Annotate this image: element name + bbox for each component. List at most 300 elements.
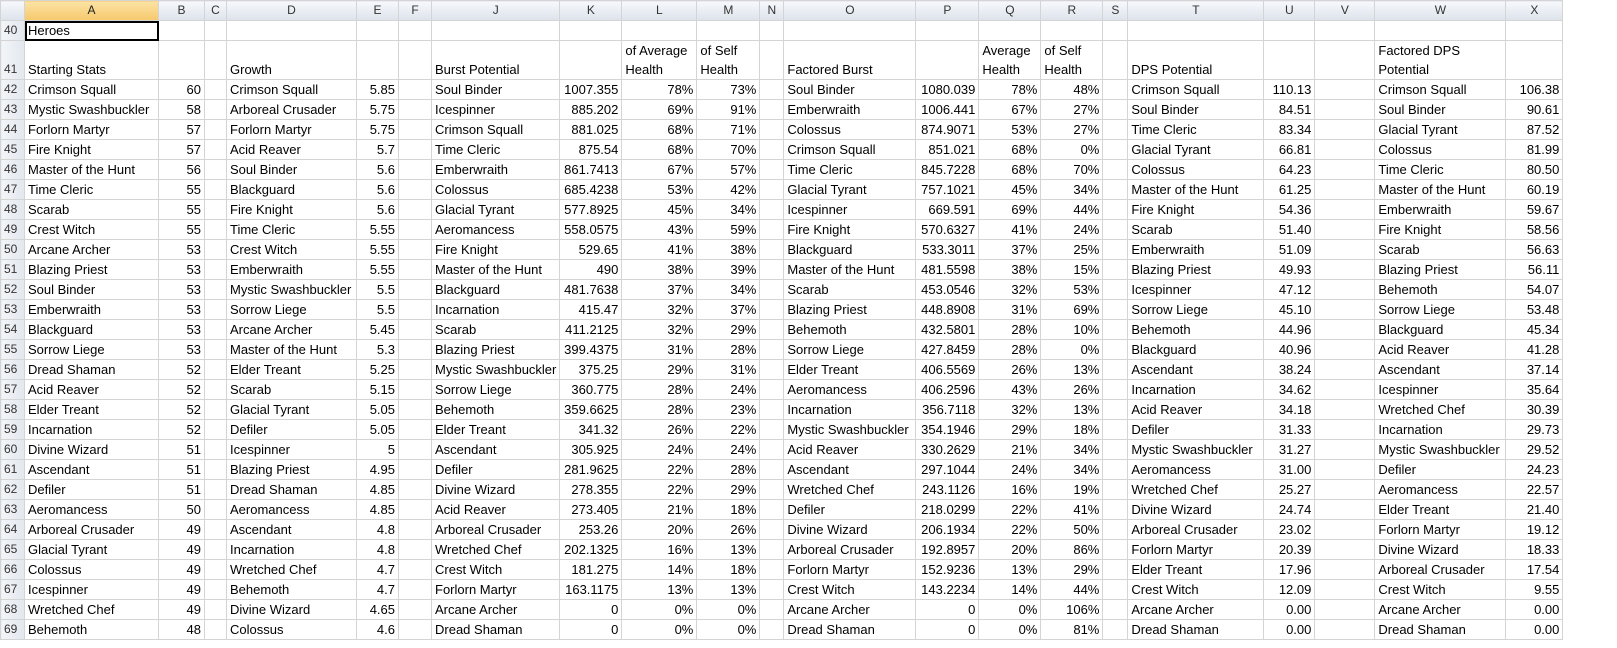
cell-a[interactable]: Arcane Archer [25,240,159,260]
cell-a[interactable]: Acid Reaver [25,380,159,400]
cell-o[interactable]: Master of the Hunt [784,260,916,280]
cell-r[interactable]: 29% [1041,560,1103,580]
cell-t[interactable]: Defiler [1128,420,1264,440]
cell-k[interactable] [560,21,622,41]
cell-p[interactable] [916,41,979,80]
cell-p[interactable]: 206.1934 [916,520,979,540]
cell-k[interactable]: 685.4238 [560,180,622,200]
cell-w[interactable]: Crest Witch [1375,580,1506,600]
cell-u[interactable] [1264,41,1315,80]
cell-l[interactable]: 67% [622,160,697,180]
cell-v[interactable] [1315,280,1375,300]
cell-l[interactable]: 14% [622,560,697,580]
cell-v[interactable] [1315,520,1375,540]
cell-j[interactable]: Time Cleric [432,140,560,160]
cell-m[interactable]: 71% [697,120,760,140]
cell-u[interactable]: 51.09 [1264,240,1315,260]
cell-q[interactable]: 0% [979,620,1041,640]
cell-f[interactable] [399,41,432,80]
cell-r[interactable]: 19% [1041,480,1103,500]
cell-k[interactable]: 881.025 [560,120,622,140]
cell-b[interactable]: 49 [159,600,205,620]
cell-x[interactable]: 24.23 [1506,460,1563,480]
cell-j[interactable]: Arcane Archer [432,600,560,620]
row-header[interactable]: 69 [1,620,25,640]
cell-n[interactable] [760,41,784,80]
cell-o[interactable]: Time Cleric [784,160,916,180]
cell-f[interactable] [399,420,432,440]
cell-t[interactable]: Dread Shaman [1128,620,1264,640]
cell-a[interactable]: Fire Knight [25,140,159,160]
cell-p[interactable]: 356.7118 [916,400,979,420]
column-header-b[interactable]: B [159,1,205,21]
cell-d[interactable]: Divine Wizard [227,600,357,620]
cell-e[interactable]: 5.75 [357,100,399,120]
cell-a[interactable]: Blackguard [25,320,159,340]
cell-j[interactable]: Crest Witch [432,560,560,580]
cell-u[interactable]: 40.96 [1264,340,1315,360]
cell-m[interactable]: 28% [697,340,760,360]
cell-p[interactable]: 427.8459 [916,340,979,360]
cell-b[interactable]: 55 [159,220,205,240]
cell-n[interactable] [760,21,784,41]
cell-e[interactable]: 4.7 [357,580,399,600]
cell-u[interactable]: 66.81 [1264,140,1315,160]
cell-w[interactable]: Emberwraith [1375,200,1506,220]
cell-k[interactable]: 281.9625 [560,460,622,480]
cell-b[interactable]: 49 [159,540,205,560]
cell-b[interactable]: 55 [159,180,205,200]
cell-k[interactable]: 481.7638 [560,280,622,300]
cell-w[interactable]: Incarnation [1375,420,1506,440]
cell-b[interactable]: 52 [159,380,205,400]
cell-p[interactable]: 669.591 [916,200,979,220]
cell-v[interactable] [1315,480,1375,500]
cell-q[interactable]: 37% [979,240,1041,260]
cell-c[interactable] [205,140,227,160]
cell-l[interactable]: 21% [622,500,697,520]
cell-q[interactable]: 53% [979,120,1041,140]
cell-a[interactable]: Crimson Squall [25,80,159,100]
cell-j[interactable]: Scarab [432,320,560,340]
cell-b[interactable]: 58 [159,100,205,120]
cell-e[interactable]: 5.55 [357,220,399,240]
cell-c[interactable] [205,420,227,440]
cell-b[interactable]: 53 [159,320,205,340]
cell-u[interactable]: 20.39 [1264,540,1315,560]
column-header-f[interactable]: F [399,1,432,21]
column-header-w[interactable]: W [1375,1,1506,21]
cell-q[interactable]: 20% [979,540,1041,560]
row-header[interactable]: 59 [1,420,25,440]
cell-s[interactable] [1103,560,1128,580]
cell-s[interactable] [1103,41,1128,80]
cell-s[interactable] [1103,460,1128,480]
row-header[interactable]: 63 [1,500,25,520]
cell-r[interactable]: 69% [1041,300,1103,320]
cell-b[interactable]: 50 [159,500,205,520]
cell-u[interactable]: 17.96 [1264,560,1315,580]
cell-j[interactable]: Wretched Chef [432,540,560,560]
cell-r[interactable]: 81% [1041,620,1103,640]
cell-t[interactable]: Incarnation [1128,380,1264,400]
cell-s[interactable] [1103,280,1128,300]
cell-e[interactable] [357,41,399,80]
cell-x[interactable]: 0.00 [1506,600,1563,620]
cell-t[interactable]: Crest Witch [1128,580,1264,600]
cell-n[interactable] [760,480,784,500]
cell-c[interactable] [205,580,227,600]
cell-w[interactable]: Scarab [1375,240,1506,260]
cell-c[interactable] [205,400,227,420]
cell-c[interactable] [205,160,227,180]
cell-s[interactable] [1103,540,1128,560]
column-header-d[interactable]: D [227,1,357,21]
row-header[interactable]: 42 [1,80,25,100]
cell-s[interactable] [1103,140,1128,160]
cell-v[interactable] [1315,340,1375,360]
cell-p[interactable]: 481.5598 [916,260,979,280]
cell-b[interactable]: 52 [159,360,205,380]
cell-k[interactable]: 375.25 [560,360,622,380]
cell-c[interactable] [205,620,227,640]
cell-s[interactable] [1103,220,1128,240]
cell-a[interactable]: Starting Stats [25,41,159,80]
cell-x[interactable]: 87.52 [1506,120,1563,140]
cell-x[interactable]: 22.57 [1506,480,1563,500]
cell-j[interactable]: Forlorn Martyr [432,580,560,600]
cell-p[interactable]: 218.0299 [916,500,979,520]
cell-c[interactable] [205,440,227,460]
cell-w[interactable]: Mystic Swashbuckler [1375,440,1506,460]
cell-v[interactable] [1315,120,1375,140]
cell-p[interactable]: 330.2629 [916,440,979,460]
cell-t[interactable]: Aeromancess [1128,460,1264,480]
cell-f[interactable] [399,180,432,200]
cell-x[interactable]: 9.55 [1506,580,1563,600]
cell-o[interactable]: Divine Wizard [784,520,916,540]
row-header[interactable]: 66 [1,560,25,580]
row-header[interactable]: 49 [1,220,25,240]
cell-q[interactable]: 68% [979,140,1041,160]
cell-o[interactable]: Arcane Archer [784,600,916,620]
cell-l[interactable]: 32% [622,320,697,340]
cell-k[interactable]: 0 [560,620,622,640]
cell-o[interactable]: Crest Witch [784,580,916,600]
cell-b[interactable]: 52 [159,420,205,440]
cell-q[interactable]: 29% [979,420,1041,440]
cell-p[interactable]: 448.8908 [916,300,979,320]
cell-m[interactable]: 28% [697,460,760,480]
cell-e[interactable]: 5.05 [357,420,399,440]
cell-m[interactable]: 18% [697,560,760,580]
cell-e[interactable]: 4.85 [357,480,399,500]
cell-w[interactable]: Soul Binder [1375,100,1506,120]
cell-f[interactable] [399,600,432,620]
row-header[interactable]: 50 [1,240,25,260]
cell-s[interactable] [1103,480,1128,500]
cell-l[interactable]: 69% [622,100,697,120]
cell-w[interactable]: Crimson Squall [1375,80,1506,100]
cell-f[interactable] [399,540,432,560]
cell-r[interactable]: 86% [1041,540,1103,560]
cell-k[interactable]: 411.2125 [560,320,622,340]
cell-t[interactable]: Icespinner [1128,280,1264,300]
cell-j[interactable]: Crimson Squall [432,120,560,140]
cell-k[interactable]: 360.775 [560,380,622,400]
cell-e[interactable] [357,21,399,41]
cell-f[interactable] [399,560,432,580]
cell-r[interactable]: 0% [1041,340,1103,360]
cell-r[interactable]: 13% [1041,400,1103,420]
column-header-o[interactable]: O [784,1,916,21]
cell-l[interactable]: 22% [622,460,697,480]
cell-b[interactable]: 53 [159,340,205,360]
cell-x[interactable] [1506,41,1563,80]
cell-q[interactable]: Average Health [979,41,1041,80]
cell-p[interactable]: 0 [916,620,979,640]
cell-u[interactable]: 0.00 [1264,620,1315,640]
cell-t[interactable]: Soul Binder [1128,100,1264,120]
cell-e[interactable]: 5.85 [357,80,399,100]
cell-c[interactable] [205,180,227,200]
cell-o[interactable]: Behemoth [784,320,916,340]
cell-j[interactable]: Ascendant [432,440,560,460]
cell-w[interactable]: Colossus [1375,140,1506,160]
cell-j[interactable]: Dread Shaman [432,620,560,640]
cell-c[interactable] [205,500,227,520]
cell-r[interactable]: 48% [1041,80,1103,100]
cell-m[interactable]: 57% [697,160,760,180]
cell-r[interactable]: of Self Health [1041,41,1103,80]
cell-r[interactable]: 44% [1041,580,1103,600]
cell-n[interactable] [760,420,784,440]
row-header[interactable]: 64 [1,520,25,540]
column-header-u[interactable]: U [1264,1,1315,21]
cell-p[interactable]: 243.1126 [916,480,979,500]
cell-n[interactable] [760,600,784,620]
row-header[interactable]: 45 [1,140,25,160]
cell-r[interactable]: 34% [1041,180,1103,200]
cell-q[interactable]: 67% [979,100,1041,120]
cell-c[interactable] [205,340,227,360]
cell-b[interactable]: 60 [159,80,205,100]
cell-n[interactable] [760,340,784,360]
cell-t[interactable]: Time Cleric [1128,120,1264,140]
cell-w[interactable]: Aeromancess [1375,480,1506,500]
cell-d[interactable]: Emberwraith [227,260,357,280]
cell-v[interactable] [1315,600,1375,620]
cell-a[interactable]: Master of the Hunt [25,160,159,180]
cell-m[interactable]: 22% [697,420,760,440]
cell-m[interactable]: 26% [697,520,760,540]
cell-b[interactable]: 49 [159,520,205,540]
cell-t[interactable]: Crimson Squall [1128,80,1264,100]
cell-u[interactable]: 51.40 [1264,220,1315,240]
cell-m[interactable]: 29% [697,320,760,340]
cell-d[interactable]: Forlorn Martyr [227,120,357,140]
cell-f[interactable] [399,21,432,41]
cell-n[interactable] [760,560,784,580]
cell-r[interactable]: 24% [1041,220,1103,240]
cell-e[interactable]: 5.55 [357,260,399,280]
cell-r[interactable]: 27% [1041,120,1103,140]
cell-t[interactable]: Blazing Priest [1128,260,1264,280]
cell-f[interactable] [399,480,432,500]
cell-c[interactable] [205,300,227,320]
cell-j[interactable]: Behemoth [432,400,560,420]
cell-c[interactable] [205,600,227,620]
cell-b[interactable]: 56 [159,160,205,180]
cell-d[interactable]: Arboreal Crusader [227,100,357,120]
cell-o[interactable]: Blazing Priest [784,300,916,320]
cell-n[interactable] [760,220,784,240]
cell-n[interactable] [760,460,784,480]
cell-b[interactable]: 49 [159,580,205,600]
cell-r[interactable]: 18% [1041,420,1103,440]
cell-q[interactable] [979,21,1041,41]
cell-u[interactable]: 38.24 [1264,360,1315,380]
cell-q[interactable]: 78% [979,80,1041,100]
cell-o[interactable]: Dread Shaman [784,620,916,640]
cell-e[interactable]: 5.55 [357,240,399,260]
cell-b[interactable]: 53 [159,280,205,300]
row-header[interactable]: 67 [1,580,25,600]
cell-n[interactable] [760,140,784,160]
cell-l[interactable]: 68% [622,140,697,160]
cell-b[interactable] [159,41,205,80]
cell-l[interactable]: 28% [622,400,697,420]
cell-f[interactable] [399,280,432,300]
cell-t[interactable]: Sorrow Liege [1128,300,1264,320]
cell-d[interactable]: Defiler [227,420,357,440]
cell-k[interactable]: 875.54 [560,140,622,160]
cell-d[interactable]: Time Cleric [227,220,357,240]
cell-j[interactable]: Elder Treant [432,420,560,440]
column-header-t[interactable]: T [1128,1,1264,21]
row-header[interactable]: 46 [1,160,25,180]
column-header-k[interactable]: K [560,1,622,21]
cell-t[interactable]: Colossus [1128,160,1264,180]
cell-w[interactable]: Elder Treant [1375,500,1506,520]
cell-w[interactable]: Ascendant [1375,360,1506,380]
cell-u[interactable]: 47.12 [1264,280,1315,300]
cell-m[interactable]: 59% [697,220,760,240]
cell-a[interactable]: Mystic Swashbuckler [25,100,159,120]
column-header-r[interactable]: R [1041,1,1103,21]
cell-q[interactable]: 28% [979,320,1041,340]
cell-q[interactable]: 32% [979,280,1041,300]
cell-r[interactable]: 25% [1041,240,1103,260]
cell-p[interactable]: 1006.441 [916,100,979,120]
cell-d[interactable]: Sorrow Liege [227,300,357,320]
cell-q[interactable]: 24% [979,460,1041,480]
cell-n[interactable] [760,300,784,320]
cell-k[interactable]: 861.7413 [560,160,622,180]
cell-f[interactable] [399,300,432,320]
row-header[interactable]: 51 [1,260,25,280]
cell-n[interactable] [760,380,784,400]
cell-e[interactable]: 4.6 [357,620,399,640]
cell-b[interactable]: 52 [159,400,205,420]
cell-l[interactable]: 45% [622,200,697,220]
cell-c[interactable] [205,120,227,140]
cell-r[interactable]: 34% [1041,460,1103,480]
cell-r[interactable]: 15% [1041,260,1103,280]
row-header[interactable]: 60 [1,440,25,460]
row-header[interactable]: 55 [1,340,25,360]
cell-w[interactable]: Defiler [1375,460,1506,480]
cell-t[interactable]: Fire Knight [1128,200,1264,220]
cell-d[interactable]: Crimson Squall [227,80,357,100]
cell-v[interactable] [1315,580,1375,600]
cell-m[interactable]: 24% [697,380,760,400]
cell-t[interactable]: Arboreal Crusader [1128,520,1264,540]
cell-x[interactable]: 29.52 [1506,440,1563,460]
cell-o[interactable]: Glacial Tyrant [784,180,916,200]
cell-s[interactable] [1103,180,1128,200]
cell-j[interactable]: Incarnation [432,300,560,320]
cell-v[interactable] [1315,360,1375,380]
row-header[interactable]: 57 [1,380,25,400]
cell-o[interactable] [784,21,916,41]
cell-a[interactable]: Scarab [25,200,159,220]
cell-b[interactable]: 51 [159,480,205,500]
cell-q[interactable]: 26% [979,360,1041,380]
cell-u[interactable]: 31.27 [1264,440,1315,460]
cell-b[interactable]: 51 [159,440,205,460]
cell-k[interactable]: 558.0575 [560,220,622,240]
cell-w[interactable]: Arboreal Crusader [1375,560,1506,580]
cell-s[interactable] [1103,260,1128,280]
cell-e[interactable]: 5.7 [357,140,399,160]
column-header-s[interactable]: S [1103,1,1128,21]
cell-t[interactable]: Emberwraith [1128,240,1264,260]
cell-d[interactable]: Scarab [227,380,357,400]
cell-a[interactable]: Time Cleric [25,180,159,200]
cell-u[interactable]: 24.74 [1264,500,1315,520]
cell-x[interactable]: 18.33 [1506,540,1563,560]
cell-f[interactable] [399,140,432,160]
cell-p[interactable]: 152.9236 [916,560,979,580]
cell-v[interactable] [1315,21,1375,41]
cell-v[interactable] [1315,320,1375,340]
cell-d[interactable]: Arcane Archer [227,320,357,340]
row-header[interactable]: 65 [1,540,25,560]
cell-b[interactable]: 55 [159,200,205,220]
cell-d[interactable]: Crest Witch [227,240,357,260]
cell-v[interactable] [1315,100,1375,120]
cell-n[interactable] [760,360,784,380]
cell-d[interactable] [227,21,357,41]
cell-n[interactable] [760,520,784,540]
cell-o[interactable]: Elder Treant [784,360,916,380]
row-header[interactable]: 61 [1,460,25,480]
cell-x[interactable]: 45.34 [1506,320,1563,340]
cell-j[interactable]: Sorrow Liege [432,380,560,400]
cell-e[interactable]: 5.05 [357,400,399,420]
row-header[interactable]: 62 [1,480,25,500]
cell-o[interactable]: Scarab [784,280,916,300]
cell-r[interactable]: 26% [1041,380,1103,400]
cell-t[interactable]: Arcane Archer [1128,600,1264,620]
cell-d[interactable]: Elder Treant [227,360,357,380]
cell-x[interactable]: 56.11 [1506,260,1563,280]
cell-l[interactable]: 0% [622,620,697,640]
cell-j[interactable]: Burst Potential [432,41,560,80]
cell-c[interactable] [205,260,227,280]
cell-m[interactable]: 39% [697,260,760,280]
